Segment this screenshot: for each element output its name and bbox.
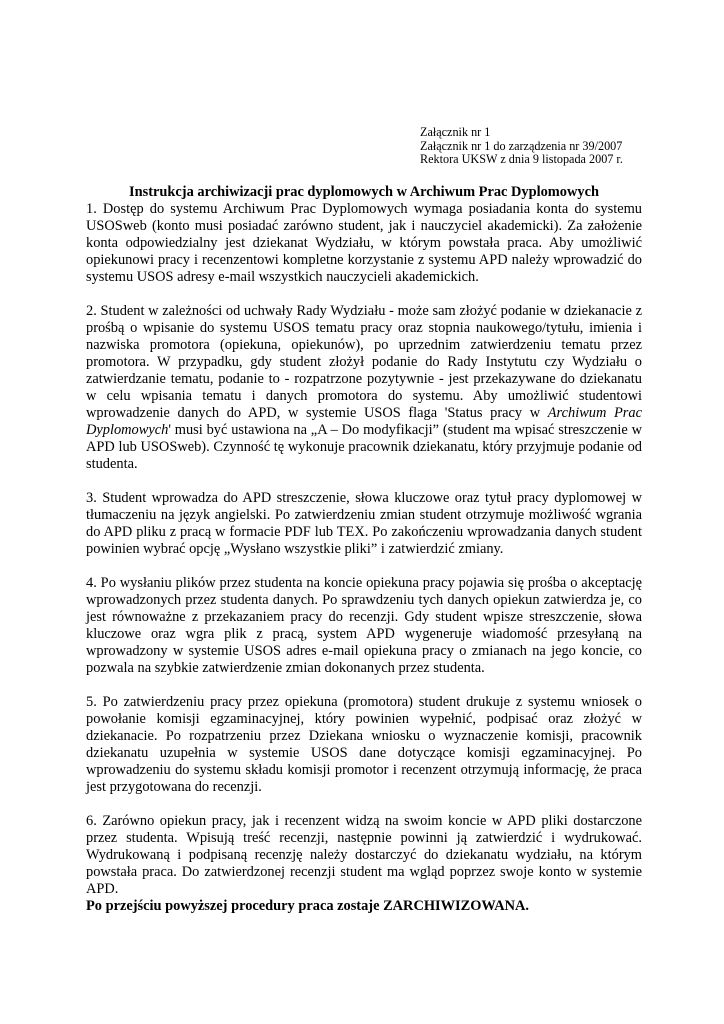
paragraph-6: 6. Zarówno opiekun pracy, jak i recenzent widzą na swoim koncie w APD pliki dostarczone przez studenta. Wpisują treść recenzji, następnie powinni ją zatwierdzić i wydrukować. Wydrukowaną i podpisaną recenzję należy dostarczyć do dziekanatu wydziału, na którym powstała praca. Do zatwierdzonej recenzji student ma wgląd poprzez swoje konto w systemie APD. bbox=[86, 813, 642, 897]
document-title: Instrukcja archiwizacji prac dyplomowych w Archiwum Prac Dyplomowych bbox=[129, 184, 599, 200]
final-note: Po przejściu powyższej procedury praca zostaje ZARCHIWIZOWANA. bbox=[86, 898, 529, 914]
attachment-regulation: Załącznik nr 1 do zarządzenia nr 39/2007 bbox=[420, 138, 623, 153]
paragraph-1: 1. Dostęp do systemu Archiwum Prac Dyplomowych wymaga posiadania konta do systemu USOSweb (konto musi posiadać zarówno student, jak i nauczyciel akademicki). Za założenie konta odpowiedzialny jest dziekanat Wydziału, w którym powstała praca. Aby umożliwić opiekunowi pracy i recenzentowi kompletne korzystanie z systemu APD należy wprowadzić do systemu USOS adresy e-mail wszystkich nauczycieli akademickich. bbox=[86, 201, 642, 285]
attachment-date: Rektora UKSW z dnia 9 listopada 2007 r. bbox=[420, 152, 623, 167]
paragraph-2 bbox=[86, 303, 642, 473]
attachment-note bbox=[420, 126, 680, 167]
paragraph-3: 3. Student wprowadza do APD streszczenie, słowa kluczowe oraz tytuł pracy dyplomowej w tłumaczeniu na język angielski. Po zatwierdzeniu zmian student otrzymuje możliwość wgrania do APD pliku z pracą w formacie PDF lub TEX. Po zakończeniu wprowadzania danych student powinien wybrać opcję „Wysłano wszystkie pliki” i zatwierdzić zmiany. bbox=[86, 490, 642, 557]
paragraph-4: 4. Po wysłaniu plików przez studenta na koncie opiekuna pracy pojawia się prośba o akceptację wprowadzonych przez studenta danych. Po sprawdzeniu tych danych opiekun zatwierdza je, co jest równoważne z przekazaniem pracy do recenzji. Gdy student wpisze streszczenie, słowa kluczowe oraz wgra plik z pracą, system APD wygeneruje wiadomość przesyłaną na wprowadzony w systemie USOS adres e-mail opiekuna pracy o zmianach na jego koncie, co pozwala na szybkie zatwierdzenie zmian dokonanych przez studenta. bbox=[86, 575, 642, 676]
document-body bbox=[86, 201, 642, 915]
attachment-number: Załącznik nr 1 bbox=[420, 125, 491, 139]
paragraph-2-text-b: ' musi być ustawiona na „A – Do modyfikacji” (student ma wpisać streszczenie w APD lub USOSweb). Czynność tę wykonuje pracownik dziekanatu, który przyjmuje podanie od studenta. bbox=[86, 422, 642, 472]
paragraph-2-italic: Archiwum Prac Dyplomowych bbox=[86, 405, 642, 438]
paragraph-2-text-a: 2. Student w zależności od uchwały Rady Wydziału - może sam złożyć podanie w dziekanacie z prośbą o wpisanie do systemu USOS tematu pracy oraz stopnia naukowego/tytułu, imienia i nazwiska promotora (opiekuna, opiekunów), po uprzednim zatwierdzeniu tematu przez promotora. W przypadku, gdy student złożył podanie do Rady Instytutu czy Wydziału o zatwierdzanie tematu, podanie to - rozpatrzone pozytywnie - jest przekazywane do dziekanatu w celu wpisania tematu i danych promotora do systemu. Aby umożliwić studentowi wprowadzenie danych do APD, w systemie USOS flaga 'Status pracy w bbox=[86, 303, 642, 421]
paragraph-5: 5. Po zatwierdzeniu pracy przez opiekuna (promotora) student drukuje z systemu wniosek o powołanie komisji egzaminacyjnej, który powinien wypełnić, podpisać oraz złożyć w dziekanacie. Po rozpatrzeniu przez Dziekana wniosku o wyznaczenie komisji, pracownik dziekanatu uzupełnia w systemie USOS dane dotyczące komisji egzaminacyjnej. Po wprowadzeniu do systemu składu komisji promotor i recenzent otrzymują informację, że praca jest przygotowana do recenzji. bbox=[86, 694, 642, 795]
